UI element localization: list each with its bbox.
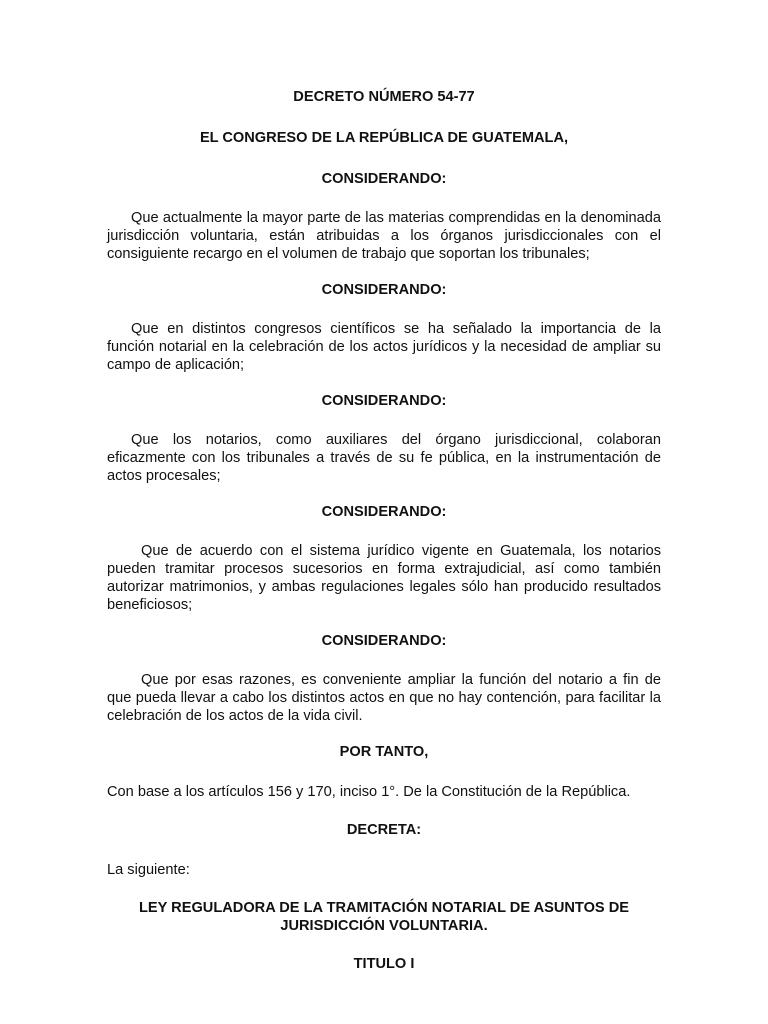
considerando-heading: CONSIDERANDO: xyxy=(321,393,447,409)
law-title-line: LEY REGULADORA DE LA TRAMITACIÓN NOTARIAL DE ASUNTOS DE xyxy=(139,900,629,916)
la-siguiente-text: La siguiente: xyxy=(107,862,190,878)
titulo-heading: TITULO I xyxy=(353,956,415,972)
legal-basis-text: Con base a los artículos 156 y 170, inciso 1°. De la Constitución de la República. xyxy=(107,784,631,800)
considerando-paragraph: Que actualmente la mayor parte de las materias comprendidas en la denominada jurisdicción voluntaria, están atribuidas a los órganos jurisdiccionales con el consiguiente recargo en el volumen de trabajo que soportan los tribunales; xyxy=(107,210,661,262)
law-title-line: JURISDICCIÓN VOLUNTARIA. xyxy=(280,918,488,934)
considerando-heading: CONSIDERANDO: xyxy=(321,171,447,187)
por-tanto-heading: POR TANTO, xyxy=(339,744,429,760)
considerando-heading: CONSIDERANDO: xyxy=(321,282,447,298)
document-page xyxy=(107,88,661,973)
considerando-paragraph: Que por esas razones, es conveniente ampliar la función del notario a fin de que pueda llevar a cabo los distintos actos en que no hay contención, para facilitar la celebración de los actos de la vida civil. xyxy=(107,672,661,724)
issuer-heading: EL CONGRESO DE LA REPÚBLICA DE GUATEMALA, xyxy=(199,130,569,146)
decree-title: DECRETO NÚMERO 54-77 xyxy=(293,89,475,105)
considerando-paragraph: Que en distintos congresos científicos se ha señalado la importancia de la función notarial en la celebración de los actos jurídicos y la necesidad de ampliar su campo de aplicación; xyxy=(107,321,661,373)
considerando-heading: CONSIDERANDO: xyxy=(321,633,447,649)
law-title xyxy=(107,899,661,935)
considerando-paragraph: Que los notarios, como auxiliares del órgano jurisdiccional, colaboran eficazmente con los tribunales a través de su fe pública, en la instrumentación de actos procesales; xyxy=(107,432,661,484)
considerando-paragraph: Que de acuerdo con el sistema jurídico vigente en Guatemala, los notarios pueden tramitar procesos sucesorios en forma extrajudicial, así como también autorizar matrimonios, y ambas regulaciones legales sólo han producido resultados beneficiosos; xyxy=(107,543,661,613)
considerando-heading: CONSIDERANDO: xyxy=(321,504,447,520)
decreta-heading: DECRETA: xyxy=(346,822,422,838)
